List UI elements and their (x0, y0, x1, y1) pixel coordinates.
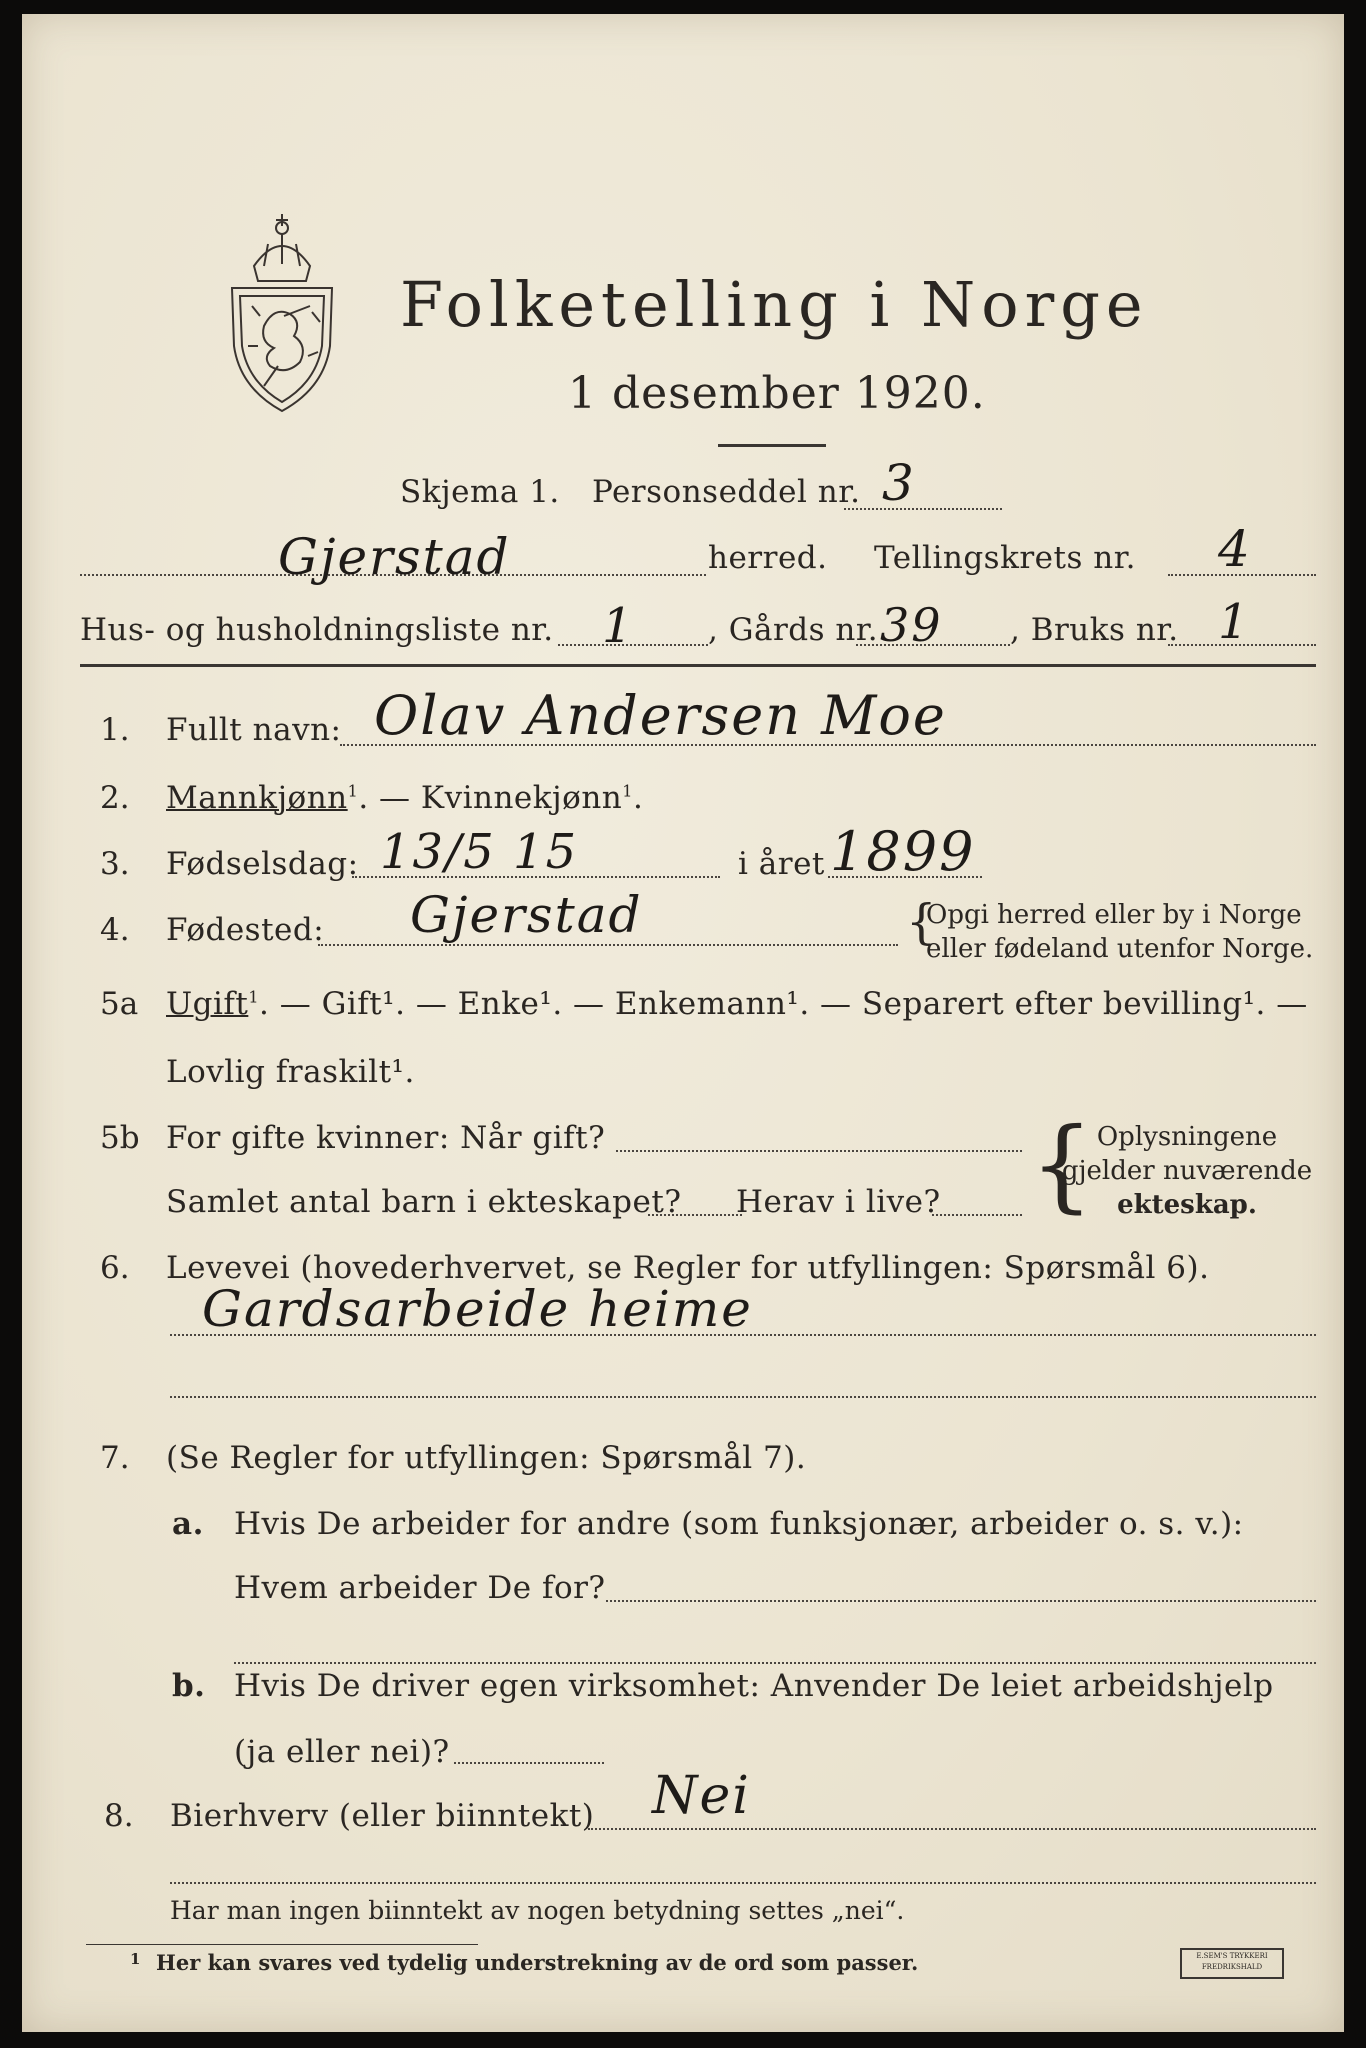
hus-value[interactable]: 1 (602, 598, 635, 654)
tellingskrets-value[interactable]: 4 (1218, 520, 1252, 578)
q5b-children-label: Samlet antal barn i ekteskapet? (166, 1184, 682, 1220)
q7-label: (Se Regler for utfyllingen: Spørsmål 7). (166, 1440, 807, 1476)
q7a-question: Hvis De arbeider for andre (som funksjonær, arbeider o. s. v.): (234, 1506, 1244, 1542)
hired-help-field[interactable] (454, 1762, 604, 1764)
gards-value[interactable]: 39 (880, 598, 943, 652)
q5a-number: 5a (100, 986, 139, 1022)
side-income-note: Har man ingen biinntekt av nogen betydning settes „nei“. (170, 1896, 905, 1925)
marital-fraskilt-option[interactable]: Lovlig fraskilt¹. (166, 1054, 415, 1090)
hus-label: Hus- og husholdningsliste nr. (80, 612, 554, 648)
footnote-marker: 1 (130, 1950, 141, 1968)
q3-number: 3. (100, 846, 130, 882)
q6-label: Levevei (hovederhvervet, se Regler for utfyllingen: Spørsmål 6). (166, 1250, 1210, 1286)
skjema-label: Skjema 1. (400, 474, 560, 510)
q7b-hired-help-label: (ja eller nei)? (234, 1734, 450, 1770)
gender-male-option[interactable]: Mannkjønn (166, 780, 348, 816)
bruks-value[interactable]: 1 (1218, 594, 1251, 650)
title-divider (718, 444, 826, 447)
q4-number: 4. (100, 912, 130, 948)
birthplace-note: Opgi herred eller by i Norge eller fødeland utenfor Norge. (926, 900, 1314, 964)
personseddel-value[interactable]: 3 (882, 454, 916, 512)
gards-label: , Gårds nr. (708, 612, 879, 648)
q8-number: 8. (104, 1798, 134, 1834)
page-title: Folketelling i Norge (400, 268, 1149, 341)
employer-field[interactable] (606, 1600, 1316, 1602)
q7a-marker: a. (172, 1506, 204, 1542)
tellingskrets-label: Tellingskrets nr. (874, 540, 1136, 576)
q5b-note: Oplysningene gjelder nuværende ekteskap. (1061, 1122, 1313, 1220)
full-name-value[interactable]: Olav Andersen Moe (374, 684, 947, 747)
q5b-number: 5b (100, 1120, 140, 1156)
q5b-alive-label: Herav i live? (736, 1184, 941, 1220)
q7-number: 7. (100, 1440, 130, 1476)
header-divider (80, 664, 1316, 667)
occupation-value[interactable]: Gardsarbeide heime (202, 1280, 753, 1338)
q8-label: Bierhverv (eller biinntekt) (170, 1798, 595, 1834)
footnote-divider (86, 1944, 478, 1945)
census-form-page: Folketelling i Norge 1 desember 1920. Skjema 1. Personseddel nr. 3 Gjerstad herred. Tellingskrets nr. 4 Hus- og husholdningsliste nr. 1 , Gårds nr. 39 , Bruks nr. 1 1. Fullt navn: Olav Andersen Moe 2. Mannkjønn$^1$. — Kvinnekjønn$^1$. 3. Fødselsdag: 13/5 15 i året 1899 4. Fødested: Gjerstad { Opgi herred eller by i Norge eller fødeland utenfor Norge. 5a Ugift$^1$. — Gift¹. — Enke¹. — Enkemann¹. — Separert efter bevilling¹. — Lovlig fraskilt¹. 5b For gifte kvinner: Når gift? Samlet antal barn i ekteskapet? Herav i live? { Oplysningene gjelder nuværende ekteskap. 6. Levevei (hovederhvervet, se Regler for utfyllingen: Spørsmål 6). Gardsarbeide heime 7. (Se Regler for utfyllingen: Spørsmål 7). a. Hvis De arbeider for andre (som funksjonær, arbeider o. s. v.): Hvem arbeider De for? b. Hvis De driver egen virksomhet: Anvender De leiet arbeidshjelp (ja eller nei)? 8. Bierhverv (eller biinntekt) Nei Har man ingen biinntekt av nogen betydning settes „nei“. 1 Her kan svares ved tydelig understrekning av de ord som passer. E.SEM'S TRYKKERI FREDRIKSHALD (22, 14, 1344, 2032)
children-alive-field[interactable] (932, 1214, 1022, 1216)
printer-stamp: E.SEM'S TRYKKERI FREDRIKSHALD (1180, 1948, 1284, 1979)
birthplace-value[interactable]: Gjerstad (410, 886, 643, 944)
coat-of-arms-icon (224, 206, 340, 416)
birth-year-value[interactable]: 1899 (830, 820, 976, 883)
herred-label: herred. (708, 540, 828, 576)
children-total-field[interactable] (648, 1214, 742, 1216)
q6-number: 6. (100, 1250, 130, 1286)
marital-ugift-option[interactable]: Ugift (166, 986, 249, 1022)
footnote-text: Her kan svares ved tydelig understrekning av de ord som passer. (156, 1950, 919, 1975)
q2-number: 2. (100, 780, 130, 816)
q7a-employer-label: Hvem arbeider De for? (234, 1570, 606, 1606)
q7b-marker: b. (172, 1668, 206, 1704)
personseddel-label: Personseddel nr. (592, 474, 861, 510)
census-date: 1 desember 1920. (568, 368, 986, 419)
q7b-question: Hvis De driver egen virksomhet: Anvender De leiet arbeidshjelp (234, 1668, 1274, 1704)
q3-label: Fødselsdag: (166, 846, 359, 882)
bruks-label: , Bruks nr. (1010, 612, 1179, 648)
q1-label: Fullt navn: (166, 712, 342, 748)
gender-female-option[interactable]: Kvinnekjønn (420, 780, 623, 816)
marital-status-line: Ugift$^1$. — Gift¹. — Enke¹. — Enkemann¹. — Separert efter bevilling¹. — (166, 986, 1308, 1022)
married-when-field[interactable] (616, 1150, 1022, 1152)
q5b-married-when-label: For gifte kvinner: Når gift? (166, 1120, 606, 1156)
gender-line: Mannkjønn$^1$. — Kvinnekjønn$^1$. (166, 780, 644, 816)
herred-value[interactable]: Gjerstad (278, 528, 511, 586)
birthdate-value[interactable]: 13/5 15 (380, 824, 579, 880)
q4-label: Fødested: (166, 912, 325, 948)
side-income-value[interactable]: Nei (652, 1766, 751, 1826)
q1-number: 1. (100, 712, 130, 748)
year-label: i året (738, 846, 825, 882)
